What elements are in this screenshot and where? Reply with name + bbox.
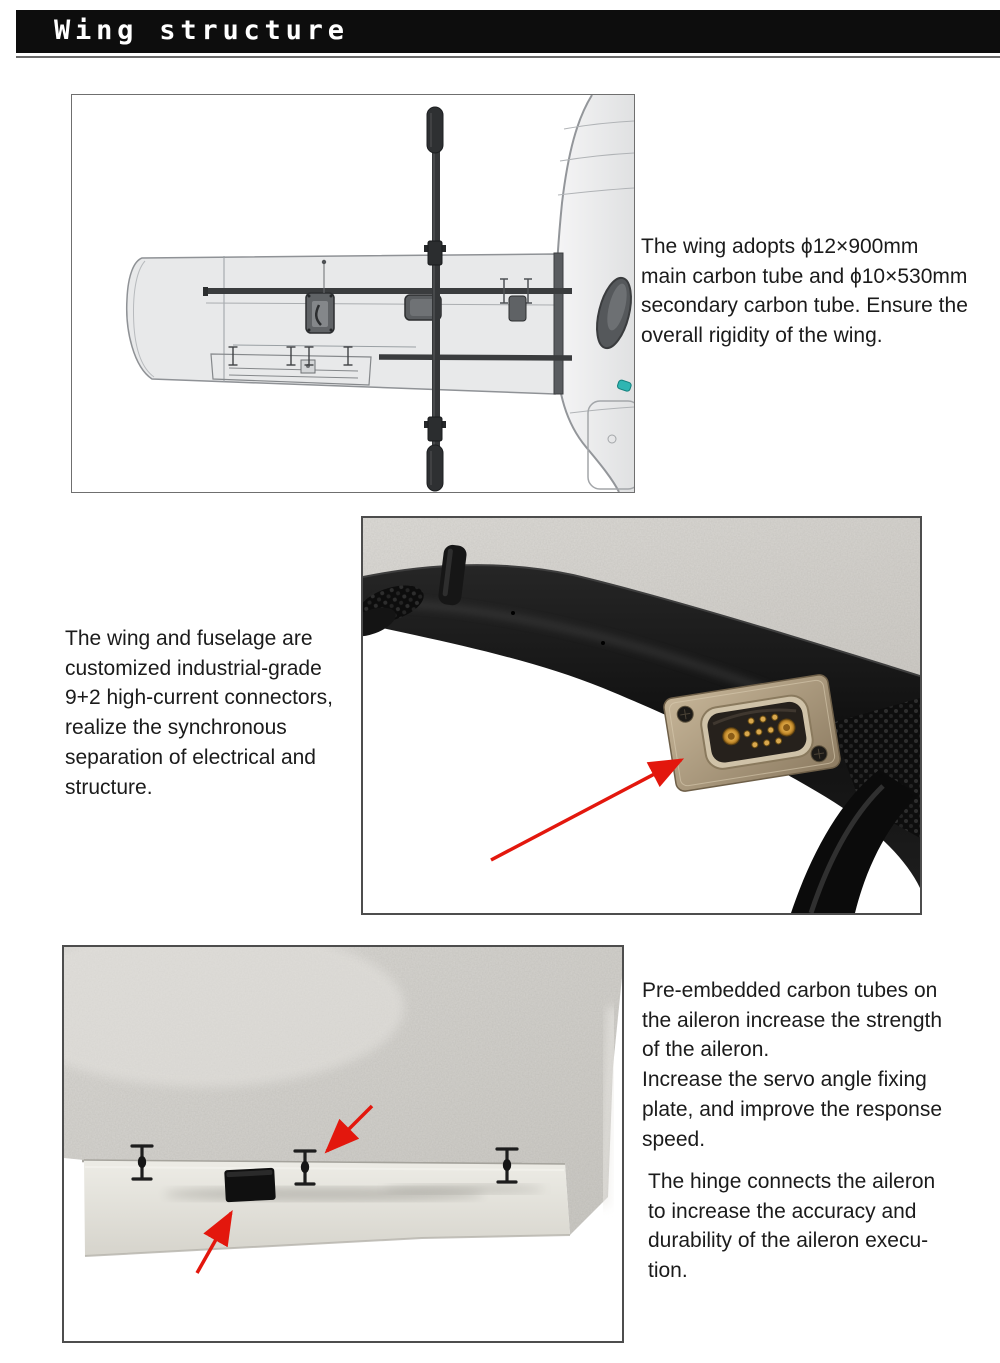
wing-diagram-image (71, 94, 635, 493)
servo-angle-fixing-plate (224, 1168, 276, 1203)
title-underline (16, 56, 1000, 58)
small-clamp-block (509, 296, 526, 321)
aileron-description-2: The hinge connects the aileron to increase the accuracy and durability of the aileron execu- tion. (648, 1170, 936, 1283)
secondary-carbon-spar (379, 357, 572, 358)
wing-tube-description: The wing adopts ϕ12×900mm main carbon tube and ϕ10×530mm secondary carbon tube. Ensure the overall rigidity of the wing. (641, 235, 968, 348)
wing-root-rib (554, 253, 563, 394)
aileron-strip (84, 1160, 570, 1256)
aileron-description-1: Pre-embedded carbon tubes on the aileron increase the strength of the aileron. Increase the servo angle fixing plate, and improve the response speed. (642, 979, 943, 1151)
page-title: Wing structure (54, 14, 349, 46)
red-arrow-connector (491, 760, 681, 860)
connector-photo-svg (363, 518, 920, 913)
wing-diagram-svg (72, 95, 634, 492)
connector-description: The wing and fuselage are customized industrial-grade 9+2 high-current connectors, realize the synchronous separation of electrical and structure. (65, 627, 333, 799)
aileron-photo (62, 945, 624, 1343)
section-title-bar (16, 10, 1000, 53)
wing-planform (127, 254, 555, 394)
aileron-photo-svg (64, 947, 622, 1341)
connector-photo (361, 516, 922, 915)
